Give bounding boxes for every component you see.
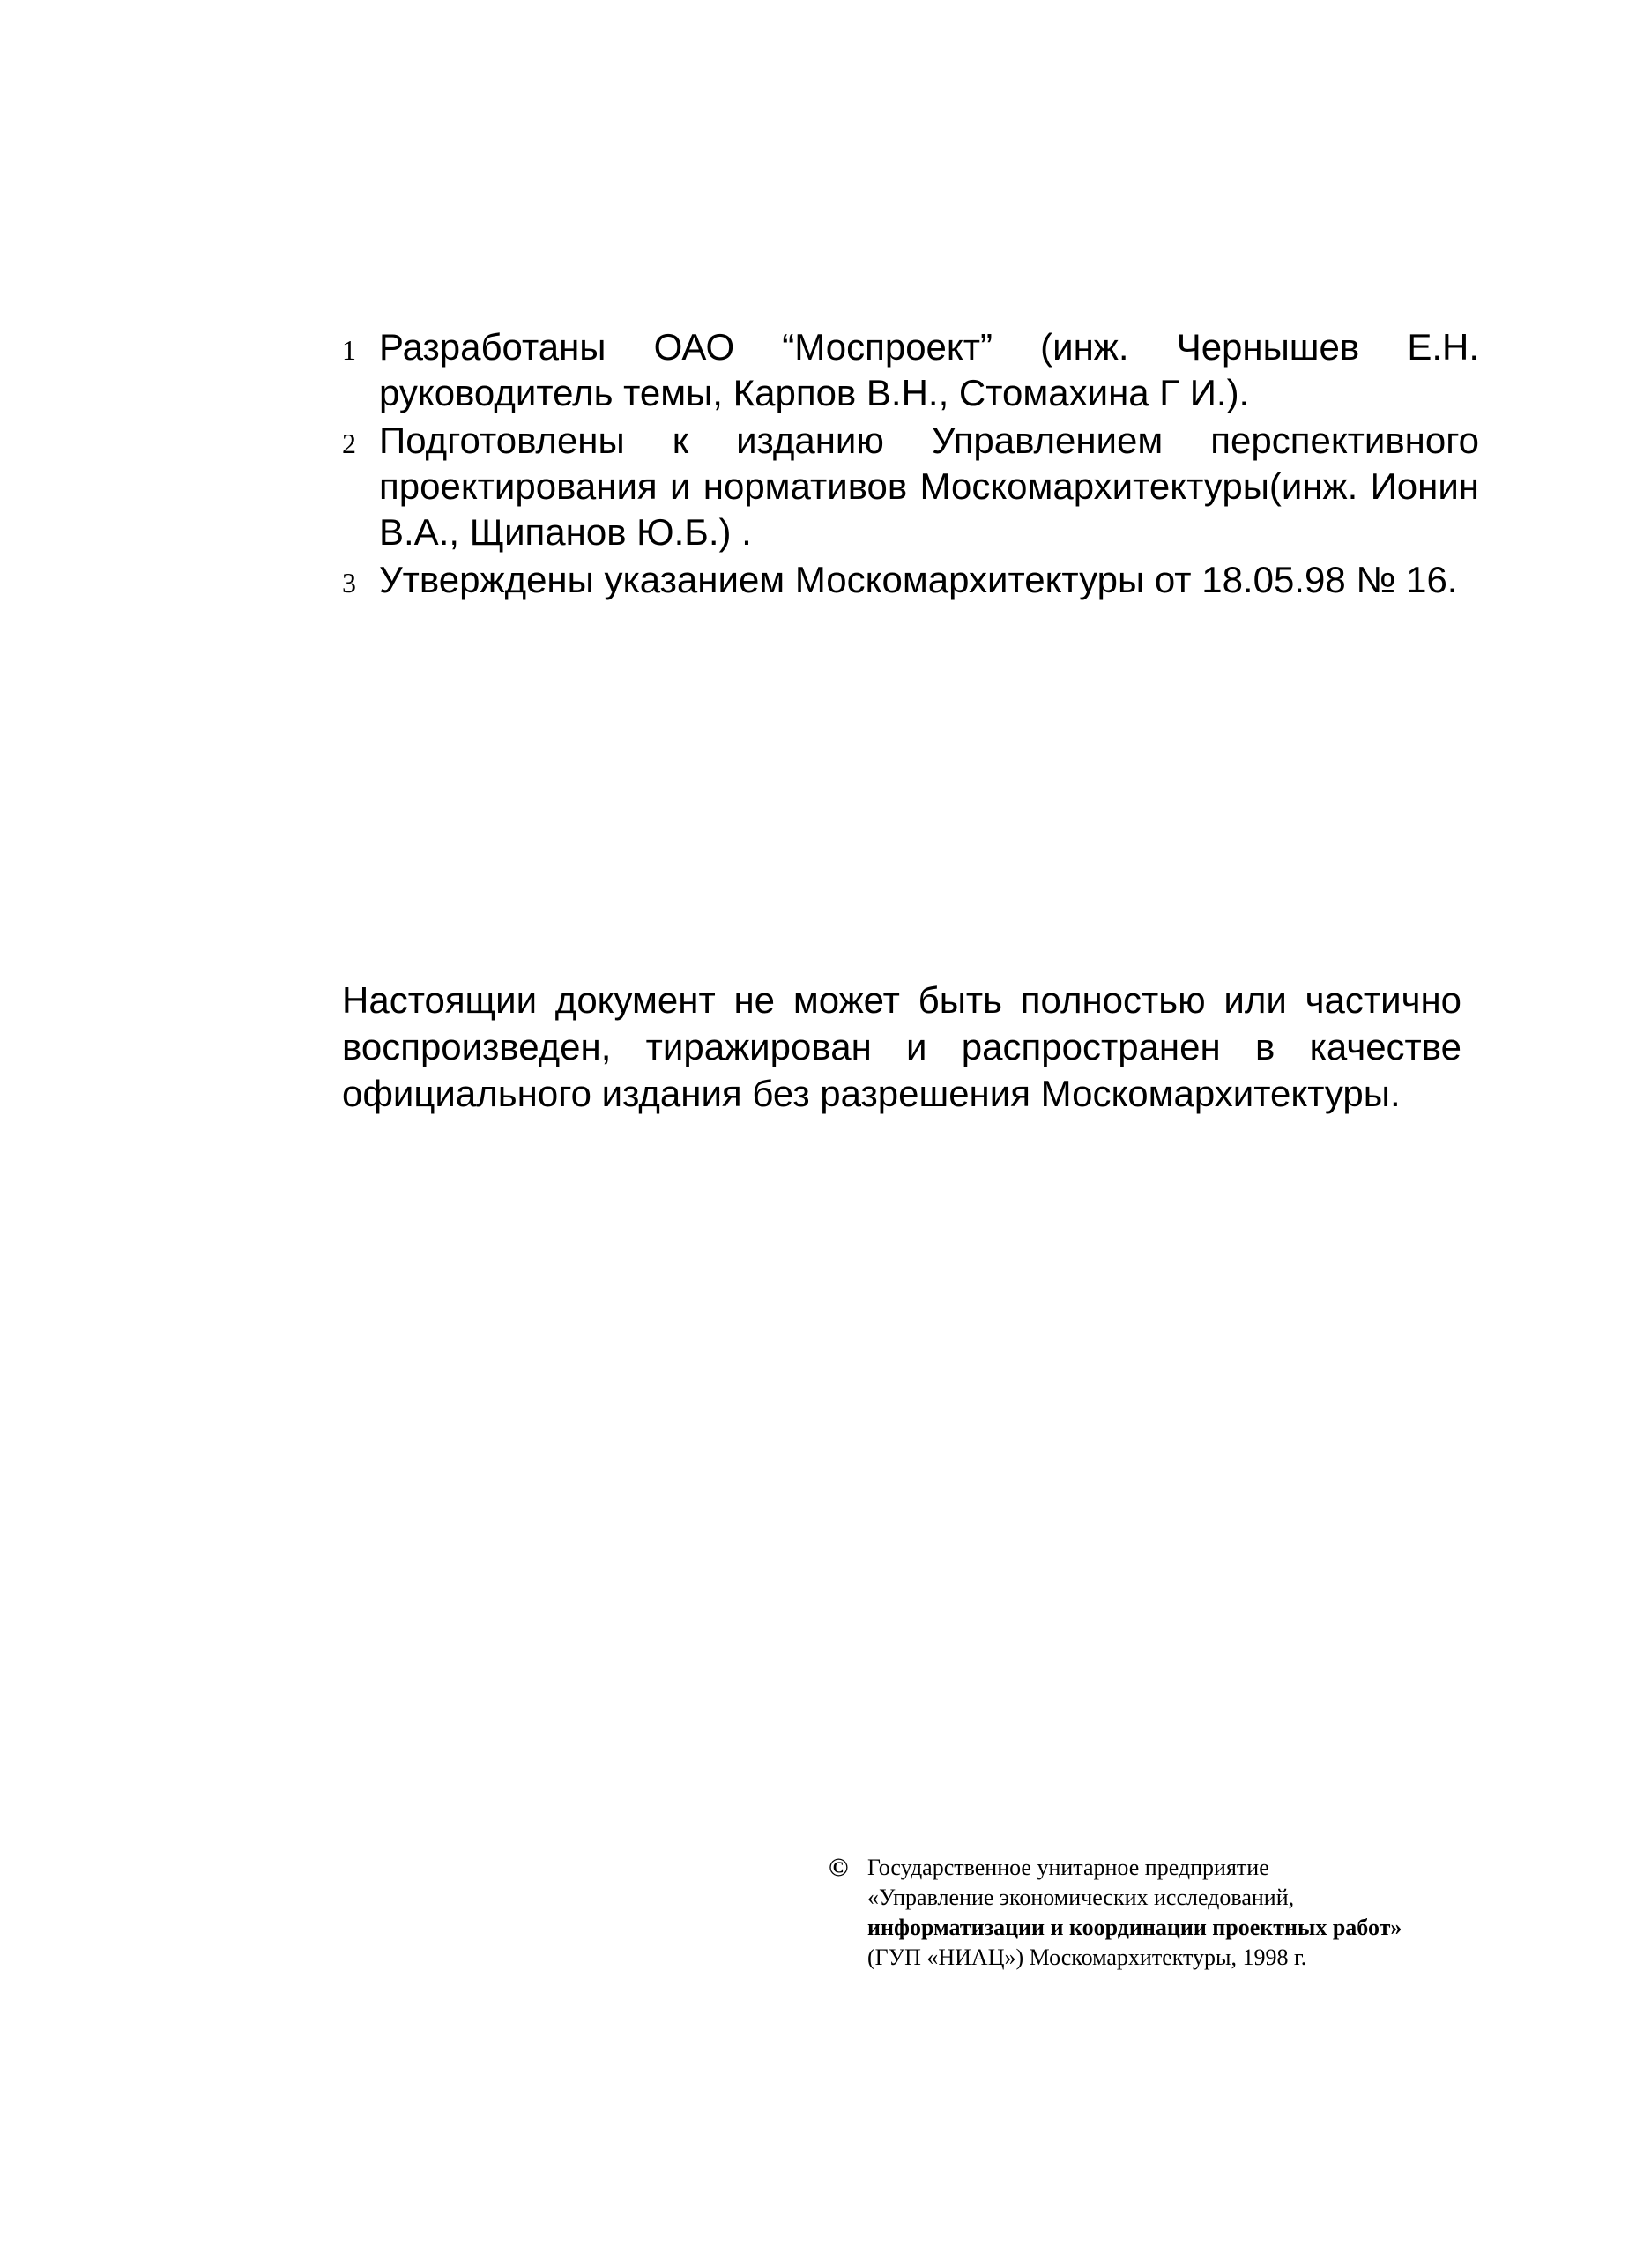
info-list [342, 324, 1479, 605]
info-item-text: Разработаны ОАО “Моспроект” (инж. Чернышев Е.Н. руководитель темы, Карпов В.Н., Стомахина Г И.). [379, 326, 1479, 413]
copyright-text [867, 1853, 1499, 1973]
info-item-number: 2 [342, 428, 356, 459]
info-item-number: 3 [342, 567, 356, 599]
info-item-prepared [342, 418, 1479, 555]
info-item-text: Подготовлены к изданию Управлением перспективного проектирования и нормативов Москомархитектуры(инж. Ионин В.А., Щипанов Ю.Б.) . [379, 420, 1479, 553]
info-item-number: 1 [342, 334, 356, 366]
info-item-developed [342, 324, 1479, 416]
copyright-icon: © [829, 1853, 849, 1882]
copyright-line-4: (ГУП «НИАЦ») Москомархитектуры, 1998 г. [867, 1945, 1307, 1970]
info-item-text: Утверждены указанием Москомархитектуры от 18.05.98 № 16. [379, 559, 1458, 600]
info-item-approved [342, 557, 1479, 603]
reproduction-notice: Настоящии документ не может быть полностью или частично воспроизведен, тиражирован и распространен в качестве официального издания без разрешения Москомархитектуры. [342, 979, 1461, 1114]
copyright-line-1: Государственное унитарное предприятие [867, 1855, 1269, 1880]
copyright-block [829, 1853, 1499, 1973]
copyright-line-2: «Управление экономических исследований, [867, 1885, 1295, 1910]
copyright-line-3: информатизации и координации проектных работ» [867, 1915, 1402, 1940]
